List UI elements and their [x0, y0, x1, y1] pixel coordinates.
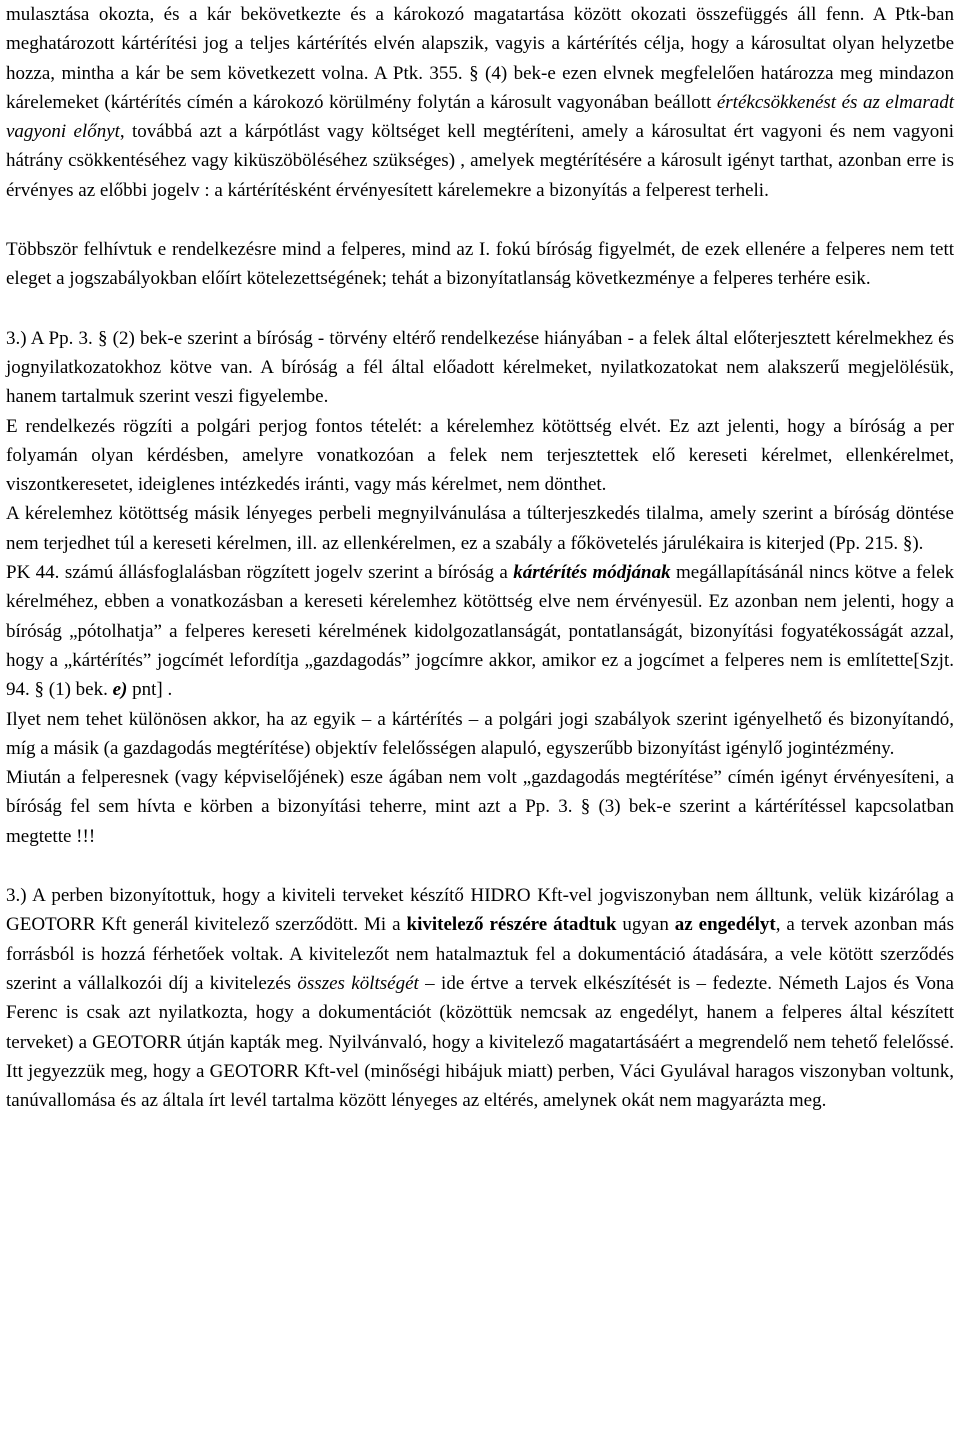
bold-phrase: kivitelező részére átadtuk: [406, 914, 617, 936]
paragraph-overreach-prohibition: A kérelemhez kötöttség másik lényeges perbeli megnyilvánulása a túlterjeszkedés tilalma, amely szerint a bíróság döntése nem terjedhet túl a kereseti kérelmen, ill. az ellenkérelmen, ez a szabály a főkövetelés járulékaira is kiterjed (Pp. 215. §).: [6, 503, 954, 554]
paragraph-pk44: [6, 558, 954, 704]
paragraph-reminder: Többször felhívtuk e rendelkezésre mind a felperes, mind az I. fokú bíróság figyelmét, de ezek ellenére a felperes nem tett eleget a jogszabályokban előírt kötelezettségének; tehát a bizonyítatlanság következménye a felperes terhére esik.: [6, 239, 954, 290]
paragraph-since-plaintiff: Miután a felperesnek (vagy képviselőjének) esze ágában nem volt „gazdagodás megtérítése” címén igényt érvényesíteni, a bíróság fel sem hívta e körben a bizonyítási teherre, mint azt a Pp. 3. § (3) bek-e szerint a kártérítéssel kapcsolatban megtette !!!: [6, 767, 954, 847]
paragraph-text: pnt] .: [127, 679, 173, 701]
paragraph-evidence: [6, 881, 954, 1115]
paragraph-especially: Ilyet nem tehet különösen akkor, ha az egyik – a kártérítés – a polgári jogi szabályok szerint igényelhető és bizonyítandó, míg a másik (a gazdagodás megtérítése) objektív felelősségen alapuló, egyszerűbb bizonyítást igénylő jogintézmény.: [6, 708, 954, 759]
bold-phrase: az engedélyt: [674, 914, 776, 936]
italic-phrase: összes költségét: [297, 972, 419, 994]
paragraph-damages-principle: [6, 0, 954, 205]
paragraph-text: PK 44. számú állásfoglalásban rögzített jogelv szerint a bíróság a: [6, 562, 514, 584]
paragraph-gap: [6, 205, 954, 235]
paragraph-gap: [6, 294, 954, 324]
paragraph-text: , továbbá azt a kárpótlást vagy költséget kell megtéríteni, amely a károsultat ért vagyoni és nem vagyoni hátrány csökkentéséhez vagy kiküszöböléséhez szükséges) , amelyek megtérítésére a károsult igényt tarthat, azonban erre is érvényes az előbbi jogelv : a kártérítésként érvényesített kárelemekre a bizonyítás a felperest terheli.: [6, 121, 954, 201]
bold-italic-phrase: kártérítés módjának: [513, 562, 671, 584]
paragraph-text: – ide értve a tervek elkészítését is – fedezte. Németh Lajos és Vona Ferenc is csak azt nyilatkozta, hogy a dokumentációt (közöttük nemcsak az engedélyt, hanem a felperes által készített terveket) a GEOTORR útján kapták meg. Nyilvánvaló, hogy a kivitelező magatartásáért a megrendelő nem tehető felelőssé. Itt jegyezzük meg, hogy a GEOTORR Kft-vel (minőségi hibájuk miatt) perben, Váci Gyulával haragos viszonyban voltunk, tanúvallomása és az általa írt levél tartalma között lényeges az eltérés, amelynek okát nem magyarázta meg.: [6, 972, 954, 1112]
italic-letter: e): [112, 679, 128, 701]
paragraph-text: 3.) A perben bizonyítottuk, hogy a kiviteli terveket készítő HIDRO Kft-vel jogviszonyban nem álltunk, velük kizárólag a GEOTORR Kft generál kivitelező szerződött. Mi a: [6, 885, 954, 936]
italic-phrase: értékcsökkenést és az elmaradt vagyoni előnyt: [6, 91, 954, 143]
paragraph-binding-principle: E rendelkezés rögzíti a polgári perjog fontos tételét: a kérelemhez kötöttség elvét. Ez azt jelenti, hogy a bíróság a per folyamán olyan kérdésben, amelyre vonatkozóan a felek nem terjesztettek elő kereseti kérelmet, ellenkérelmet, viszontkeresetet, ideiglenes intézkedés iránti, vagy más kérelmet, nem dönthet.: [6, 415, 954, 496]
paragraph-pp3: 3.) A Pp. 3. § (2) bek-e szerint a bíróság - törvény eltérő rendelkezése hiányában - a felek által előterjesztett kérelmekhez és jognyilatkozatokhoz kötve van. A bíróság a fél által előadott kérelmeket, nyilatkozatokat nem alakszerű megjelölésük, hanem tartalmuk szerint veszi figyelembe.: [6, 327, 954, 408]
paragraph-gap: [6, 851, 954, 881]
paragraph-text: megállapításánál nincs kötve a felek kérelméhez, ebben a vonatkozásban a kereseti kérelemhez kötöttség elve nem érvényesül. Ez azonban nem jelenti, hogy a bíróság „pótolhatja” a felperes kereseti kérelmének kidolgozatlanságát, pontatlanságát, bizonyítási fogyatékosságát azzal, hogy a „kártérítés” jogcímét lefordítja „gazdagodás” jogcímre akkor, amikor ez a jogcímet a felperes nem is említette[Szjt. 94. § (1) bek.: [6, 562, 955, 701]
paragraph-text: , a tervek azonban más forrásból is hozzá férhetőek voltak. A kivitelezőt nem hatalmaztuk fel a dokumentáció átadására, a vele kötött szerződés szerint a vállalkozói díj a kivitelezés: [6, 914, 954, 994]
paragraph-text: ugyan: [616, 914, 675, 936]
paragraph-text: mulasztása okozta, és a kár bekövetkezte és a károkozó magatartása között okozati összefüggés áll fenn. A Ptk-ban meghatározott kártérítési jog a teljes kártérítés elvén alapszik, vagyis a kártérítés célja, hogy a károsultat olyan helyzetbe hozza, mintha a kár be sem következett volna. A Ptk. 355. § (4) bek-e ezen elvnek megfelelően határozza meg mindazon kárelemeket (kártérítés címén a károkozó körülmény folytán a károsult vagyonában beállott: [6, 4, 954, 113]
